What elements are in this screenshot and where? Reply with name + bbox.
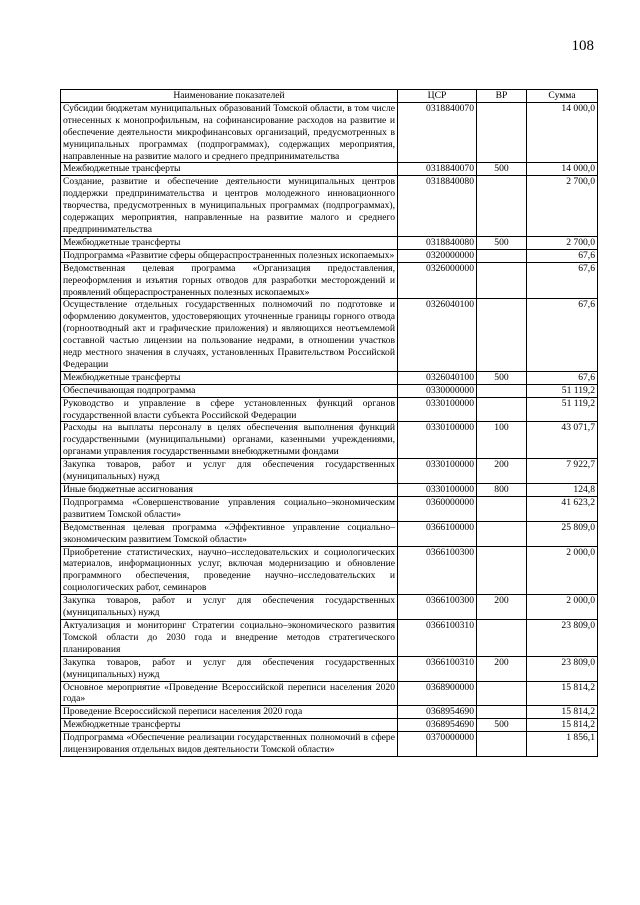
row-vr-cell: 500 [477,163,527,176]
row-vr-cell [477,249,527,262]
row-sum-cell: 23 809,0 [527,619,598,656]
row-vr-cell [477,102,527,163]
row-csr-cell: 0366100310 [398,656,477,681]
row-sum-cell: 2 000,0 [527,546,598,595]
row-sum-cell: 15 814,2 [527,681,598,706]
row-csr-cell: 0320000000 [398,249,477,262]
table-row [61,371,598,384]
table-row [61,732,598,757]
row-vr-cell [477,521,527,546]
header-name: Наименование показателей [61,90,398,103]
row-name-cell: Подпрограмма «Совершенствование управления социально–экономическим развитием Томской области» [61,496,398,521]
table-row [61,619,598,656]
row-sum-cell: 14 000,0 [527,163,598,176]
row-vr-cell [477,397,527,422]
row-csr-cell: 0368900000 [398,681,477,706]
table-header-row [61,90,598,103]
row-name-cell: Закупка товаров, работ и услуг для обеспечения государственных (муниципальных) нужд [61,459,398,484]
row-name-cell: Актуализация и мониторинг Стратегии социально–экономического развития Томской области до 2030 года и внедрение методов стратегического планирования [61,619,398,656]
row-csr-cell: 0366100300 [398,546,477,595]
row-sum-cell: 43 071,7 [527,422,598,459]
row-csr-cell: 0368954690 [398,719,477,732]
table-row [61,299,598,371]
table-row [61,521,598,546]
row-name-cell: Подпрограмма «Обеспечение реализации государственных полномочий в сфере лицензирования отдельных видов деятельности Томской области» [61,732,398,757]
row-sum-cell: 2 000,0 [527,595,598,620]
row-vr-cell [477,299,527,371]
row-sum-cell: 67,6 [527,249,598,262]
row-sum-cell: 51 119,2 [527,397,598,422]
table-row [61,236,598,249]
row-vr-cell: 500 [477,371,527,384]
row-vr-cell: 200 [477,459,527,484]
row-csr-cell: 0318840070 [398,102,477,163]
row-csr-cell: 0368954690 [398,706,477,719]
row-csr-cell: 0330100000 [398,484,477,497]
table-row [61,163,598,176]
row-csr-cell: 0330100000 [398,422,477,459]
row-csr-cell: 0330100000 [398,459,477,484]
row-name-cell: Руководство и управление в сфере установленных функций органов государственной власти субъекта Российской Федерации [61,397,398,422]
table-row [61,459,598,484]
row-name-cell: Приобретение статистических, научно–исследовательских и социологических материалов, информационных услуг, включая модернизацию и обновление программного обеспечения, проведение научно–исследовательских и социологических работ, семинаров [61,546,398,595]
row-name-cell: Закупка товаров, работ и услуг для обеспечения государственных (муниципальных) нужд [61,656,398,681]
row-name-cell: Ведомственная целевая программа «Организация предоставления, переоформления и изъятия горных отводов для разработки месторождений и проявлений общераспространенных полезных ископаемых» [61,262,398,299]
table-row [61,422,598,459]
row-sum-cell: 67,6 [527,299,598,371]
row-name-cell: Расходы на выплаты персоналу в целях обеспечения выполнения функций государственными (муниципальными) органами, казенными учреждениями, органами управления государственными внебюджетными фондами [61,422,398,459]
row-sum-cell: 23 809,0 [527,656,598,681]
header-csr: ЦСР [398,90,477,103]
row-vr-cell: 200 [477,656,527,681]
row-name-cell: Проведение Всероссийской переписи населения 2020 года [61,706,398,719]
table-row [61,249,598,262]
row-csr-cell: 0318840080 [398,236,477,249]
row-name-cell: Межбюджетные трансферты [61,719,398,732]
row-sum-cell: 2 700,0 [527,236,598,249]
table-row [61,262,598,299]
row-name-cell: Подпрограмма «Развитие сферы общераспространенных полезных ископаемых» [61,249,398,262]
row-csr-cell: 0330100000 [398,397,477,422]
row-vr-cell [477,546,527,595]
row-sum-cell: 67,6 [527,262,598,299]
row-sum-cell: 15 814,2 [527,719,598,732]
row-csr-cell: 0360000000 [398,496,477,521]
row-sum-cell: 15 814,2 [527,706,598,719]
table-row [61,384,598,397]
row-name-cell: Межбюджетные трансферты [61,371,398,384]
table-row [61,706,598,719]
row-name-cell: Межбюджетные трансферты [61,163,398,176]
table-row [61,595,598,620]
header-vr: ВР [477,90,527,103]
row-vr-cell: 100 [477,422,527,459]
row-vr-cell: 500 [477,719,527,732]
table-row [61,546,598,595]
row-name-cell: Субсидии бюджетам муниципальных образований Томской области, в том числе отнесенных к монопрофильным, на софинансирование расходов на развитие и обеспечение деятельности микрофинансовых организаций, предусмотренных в муниципальных программах (подпрограммах), содержащих мероприятия, направленные на развитие малого и среднего предпринимательства [61,102,398,163]
row-sum-cell: 25 809,0 [527,521,598,546]
row-vr-cell [477,619,527,656]
table-row [61,397,598,422]
row-vr-cell [477,681,527,706]
table-row [61,102,598,163]
row-sum-cell: 14 000,0 [527,102,598,163]
table-row [61,656,598,681]
row-vr-cell [477,262,527,299]
row-name-cell: Иные бюджетные ассигнования [61,484,398,497]
row-csr-cell: 0326040100 [398,299,477,371]
row-sum-cell: 124,8 [527,484,598,497]
row-sum-cell: 67,6 [527,371,598,384]
row-sum-cell: 41 623,2 [527,496,598,521]
table-row [61,484,598,497]
row-csr-cell: 0318840070 [398,163,477,176]
header-sum: Сумма [527,90,598,103]
row-vr-cell: 800 [477,484,527,497]
budget-table [60,89,598,757]
row-csr-cell: 0366100300 [398,595,477,620]
row-vr-cell [477,384,527,397]
table-row [61,681,598,706]
row-name-cell: Закупка товаров, работ и услуг для обеспечения государственных (муниципальных) нужд [61,595,398,620]
row-csr-cell: 0318840080 [398,176,477,237]
row-vr-cell [477,176,527,237]
row-vr-cell [477,706,527,719]
table-body [61,102,598,756]
row-name-cell: Создание, развитие и обеспечение деятельности муниципальных центров поддержки предпринимательства и центров молодежного инновационного творчества, предусмотренных в муниципальных программах (подпрограммах), содержащих мероприятия, направленные на развитие малого и среднего предпринимательства [61,176,398,237]
row-sum-cell: 1 856,1 [527,732,598,757]
row-csr-cell: 0366100000 [398,521,477,546]
row-name-cell: Межбюджетные трансферты [61,236,398,249]
row-sum-cell: 2 700,0 [527,176,598,237]
row-csr-cell: 0326040100 [398,371,477,384]
table-row [61,176,598,237]
row-csr-cell: 0370000000 [398,732,477,757]
row-name-cell: Ведомственная целевая программа «Эффективное управление социально–экономическим развитием Томской области» [61,521,398,546]
row-sum-cell: 51 119,2 [527,384,598,397]
table-row [61,719,598,732]
row-vr-cell [477,496,527,521]
row-vr-cell: 200 [477,595,527,620]
row-name-cell: Обеспечивающая подпрограмма [61,384,398,397]
row-csr-cell: 0366100310 [398,619,477,656]
row-name-cell: Основное мероприятие «Проведение Всероссийской переписи населения 2020 года» [61,681,398,706]
row-csr-cell: 0330000000 [398,384,477,397]
row-name-cell: Осуществление отдельных государственных полномочий по подготовке и оформлению документов, удостоверяющих уточненные границы горного отвода (горноотводный акт и графические приложения) и являющихся неотъемлемой составной частью лицензии на пользование недрами, в отношении участков недр местного значения в случаях, установленных Правительством Российской Федерации [61,299,398,371]
row-csr-cell: 0326000000 [398,262,477,299]
row-vr-cell: 500 [477,236,527,249]
page-number: 108 [571,38,594,54]
table-row [61,496,598,521]
row-vr-cell [477,732,527,757]
row-sum-cell: 7 922,7 [527,459,598,484]
